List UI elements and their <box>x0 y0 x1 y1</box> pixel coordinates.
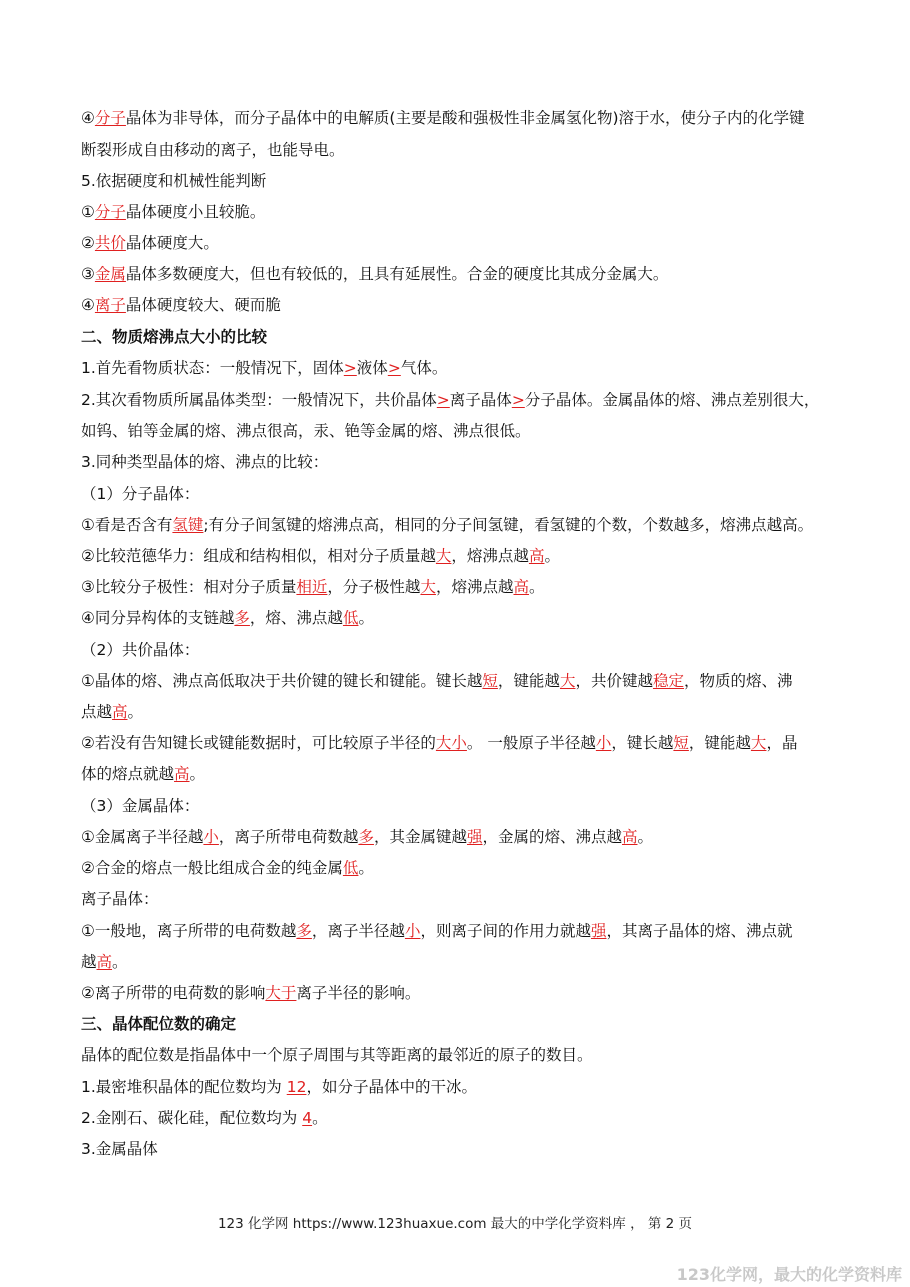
answer-blank: 大 <box>750 734 767 752</box>
text-line <box>81 140 345 160</box>
text-segment: ，如分子晶体中的干冰。 <box>306 1078 477 1096</box>
answer-blank: 氢键 <box>172 516 204 534</box>
answer-blank: 金属 <box>94 265 126 283</box>
page-footer: 123 化学网 https://www.123huaxue.com 最大的中学化学资料库 ， 第 2 页 <box>217 1216 693 1232</box>
text-segment: 。 <box>312 1109 328 1127</box>
text-segment: 晶体硬度小且较脆。 <box>125 203 266 221</box>
text-segment: 。 <box>112 953 128 971</box>
text-segment: 晶体的配位数是指晶体中一个原子周围与其等距离的最邻近的原子的数目。 <box>81 1046 593 1064</box>
text-segment: （1）分子晶体： <box>81 485 200 503</box>
text-segment: ②离子所带的电荷数的影响 <box>81 984 266 1002</box>
text-line <box>81 358 447 378</box>
text-segment: ，分子极性越 <box>327 578 421 596</box>
answer-blank: 大 <box>420 578 436 596</box>
text-segment: ④ <box>81 296 95 314</box>
text-segment: ，金属的熔、沸点越 <box>482 828 622 846</box>
text-line <box>81 171 266 191</box>
text-line <box>81 952 128 972</box>
text-line <box>81 295 281 315</box>
answer-blank: > <box>387 359 401 377</box>
text-line <box>81 484 199 504</box>
answer-blank: 大于 <box>265 984 297 1002</box>
text-segment: ，离子半径越 <box>311 922 405 940</box>
text-segment: 液体 <box>356 359 388 377</box>
answer-blank: 高 <box>528 547 545 565</box>
text-line <box>81 827 653 847</box>
text-line <box>81 921 793 941</box>
text-segment: 1.最密堆积晶体的配位数均为 <box>81 1078 287 1096</box>
answer-blank: 短 <box>673 734 689 752</box>
answer-blank: 小 <box>404 922 421 940</box>
text-line <box>81 546 560 566</box>
text-segment: 离子晶体 <box>449 391 512 409</box>
text-segment: 。 <box>528 578 545 596</box>
answer-blank: 分子 <box>94 203 126 221</box>
answer-blank: 离子 <box>94 296 126 314</box>
text-segment: ③ <box>81 265 95 283</box>
text-line <box>81 452 328 472</box>
text-segment: ，离子所带电荷数越 <box>218 828 359 846</box>
answer-blank: 大小 <box>435 734 467 752</box>
text-segment: 气体。 <box>400 359 448 377</box>
text-segment: 离子半径的影响。 <box>296 984 421 1002</box>
text-segment: 点越 <box>81 703 113 721</box>
text-segment: 3.同种类型晶体的熔、沸点的比较： <box>81 453 329 471</box>
text-segment: 。 <box>127 703 144 721</box>
text-segment: 体的熔点就越 <box>81 765 175 783</box>
text-line <box>81 733 797 753</box>
text-line <box>81 1139 158 1159</box>
text-segment: ②若没有告知键长或键能数据时，可比较原子半径的 <box>81 734 436 752</box>
text-segment: 5.依据硬度和机械性能判断 <box>81 172 267 190</box>
text-line <box>81 764 205 784</box>
text-segment: 3.金属晶体 <box>81 1140 158 1158</box>
text-line <box>81 889 159 909</box>
text-segment: 。 <box>544 547 560 565</box>
text-segment: ②比较范德华力：组成和结构相似，相对分子质量越 <box>81 547 436 565</box>
text-segment: 2.其次看物质所属晶体类型：一般情况下，共价晶体 <box>81 391 437 409</box>
text-segment: ;有分子间氢键的熔沸点高，相同的分子间氢键，看氢键的个数，个数越多，熔沸点越高。 <box>203 516 814 534</box>
text-segment: ④同分异构体的支链越 <box>81 609 235 627</box>
text-segment: 。 <box>358 609 374 627</box>
answer-blank: 小 <box>595 734 612 752</box>
text-line <box>81 858 374 878</box>
text-segment: ①晶体的熔、沸点高低取决于共价键的键长和键能。键长越 <box>81 672 483 690</box>
text-segment: ，则离子间的作用力就越 <box>420 922 591 940</box>
text-segment: 晶体多数硬度大，但也有较低的，且具有延展性。合金的硬度比其成分金属大。 <box>125 265 669 283</box>
answer-blank: 多 <box>234 609 250 627</box>
text-segment: 断裂形成自由移动的离子，也能导电。 <box>81 141 345 159</box>
answer-blank: 多 <box>296 922 312 940</box>
text-segment: 1.首先看物质状态：一般情况下，固体 <box>81 359 344 377</box>
text-segment: ①看是否含有 <box>81 516 173 534</box>
text-line <box>81 202 265 222</box>
answer-blank: 相近 <box>296 578 328 596</box>
answer-blank: > <box>343 359 357 377</box>
text-segment: ① <box>81 203 95 221</box>
answer-blank: > <box>436 391 450 409</box>
answer-blank: 小 <box>203 828 219 846</box>
text-line <box>81 390 819 410</box>
text-line <box>81 983 420 1003</box>
section-heading <box>81 1014 236 1034</box>
answer-blank: 多 <box>358 828 374 846</box>
answer-blank: 高 <box>622 828 638 846</box>
answer-blank: 低 <box>342 609 359 627</box>
text-segment: ，键能越 <box>497 672 560 690</box>
answer-blank: 稳定 <box>652 672 684 690</box>
answer-blank: 12 <box>286 1078 307 1096</box>
text-segment: ，熔沸点越 <box>451 547 529 565</box>
text-segment: ，键长越 <box>611 734 674 752</box>
text-line <box>81 515 813 535</box>
answer-blank: 大 <box>435 547 452 565</box>
text-segment: 。 <box>189 765 206 783</box>
text-segment: 二、物质熔沸点大小的比较 <box>81 328 268 346</box>
text-segment: ③比较分子极性：相对分子质量 <box>81 578 297 596</box>
text-segment: 。 <box>358 859 374 877</box>
answer-blank: 强 <box>590 922 607 940</box>
text-line <box>81 233 219 253</box>
text-segment: ①一般地，离子所带的电荷数越 <box>81 922 297 940</box>
text-line <box>81 1108 328 1128</box>
text-segment: ② <box>81 234 95 252</box>
answer-blank: 高 <box>174 765 190 783</box>
text-segment: 。 <box>637 828 654 846</box>
answer-blank: > <box>511 391 525 409</box>
text-line <box>81 796 199 816</box>
text-line <box>81 1077 477 1097</box>
answer-blank: 高 <box>112 703 128 721</box>
text-line <box>81 1045 593 1065</box>
text-segment: ，其离子晶体的熔、沸点就 <box>606 922 793 940</box>
text-line <box>81 702 143 722</box>
text-segment: 如钨、铂等金属的熔、沸点很高，汞、铯等金属的熔、沸点很低。 <box>81 422 531 440</box>
text-segment: 晶体硬度大。 <box>125 234 219 252</box>
text-line <box>81 264 668 284</box>
text-segment: 越 <box>81 953 97 971</box>
text-segment: ④ <box>81 109 95 127</box>
text-segment: ，熔、沸点越 <box>249 609 343 627</box>
text-line <box>81 577 545 597</box>
answer-blank: 共价 <box>94 234 126 252</box>
answer-blank: 低 <box>342 859 359 877</box>
text-segment: ，晶 <box>766 734 798 752</box>
text-segment: ，共价键越 <box>575 672 653 690</box>
text-segment: 。 一般原子半径越 <box>466 734 596 752</box>
text-segment: 三、晶体配位数的确定 <box>81 1015 237 1033</box>
answer-blank: 高 <box>513 578 529 596</box>
text-segment: ①金属离子半径越 <box>81 828 204 846</box>
answer-blank: 短 <box>482 672 498 690</box>
text-segment: 离子晶体： <box>81 890 159 908</box>
text-segment: 分子晶体。金属晶体的熔、沸点差别很大， <box>524 391 820 409</box>
text-line <box>81 608 374 628</box>
text-segment: ②合金的熔点一般比组成合金的纯金属 <box>81 859 343 877</box>
text-segment: 晶体硬度较大、硬而脆 <box>125 296 281 314</box>
text-segment: （3）金属晶体： <box>81 797 200 815</box>
site-watermark: 123化学网，最大的化学资料库 <box>676 1265 902 1284</box>
text-line <box>81 421 531 441</box>
text-segment: ，物质的熔、沸 <box>683 672 793 690</box>
text-line <box>81 108 805 128</box>
answer-blank: 强 <box>466 828 483 846</box>
text-segment: ，其金属键越 <box>373 828 467 846</box>
text-segment: 晶体为非导体，而分子晶体中的电解质(主要是酸和强极性非金属氢化物)溶于水，使分子内的化学键 <box>125 109 805 127</box>
text-segment: 2.金刚石、碳化硅，配位数均为 <box>81 1109 303 1127</box>
text-segment: （2）共价晶体： <box>81 641 200 659</box>
text-line <box>81 671 793 691</box>
text-segment: ，键能越 <box>688 734 751 752</box>
answer-blank: 大 <box>559 672 576 690</box>
text-segment: ，熔沸点越 <box>435 578 514 596</box>
answer-blank: 4 <box>302 1109 313 1127</box>
section-heading <box>81 327 267 347</box>
answer-blank: 高 <box>96 953 113 971</box>
text-line <box>81 640 199 660</box>
answer-blank: 分子 <box>94 109 126 127</box>
